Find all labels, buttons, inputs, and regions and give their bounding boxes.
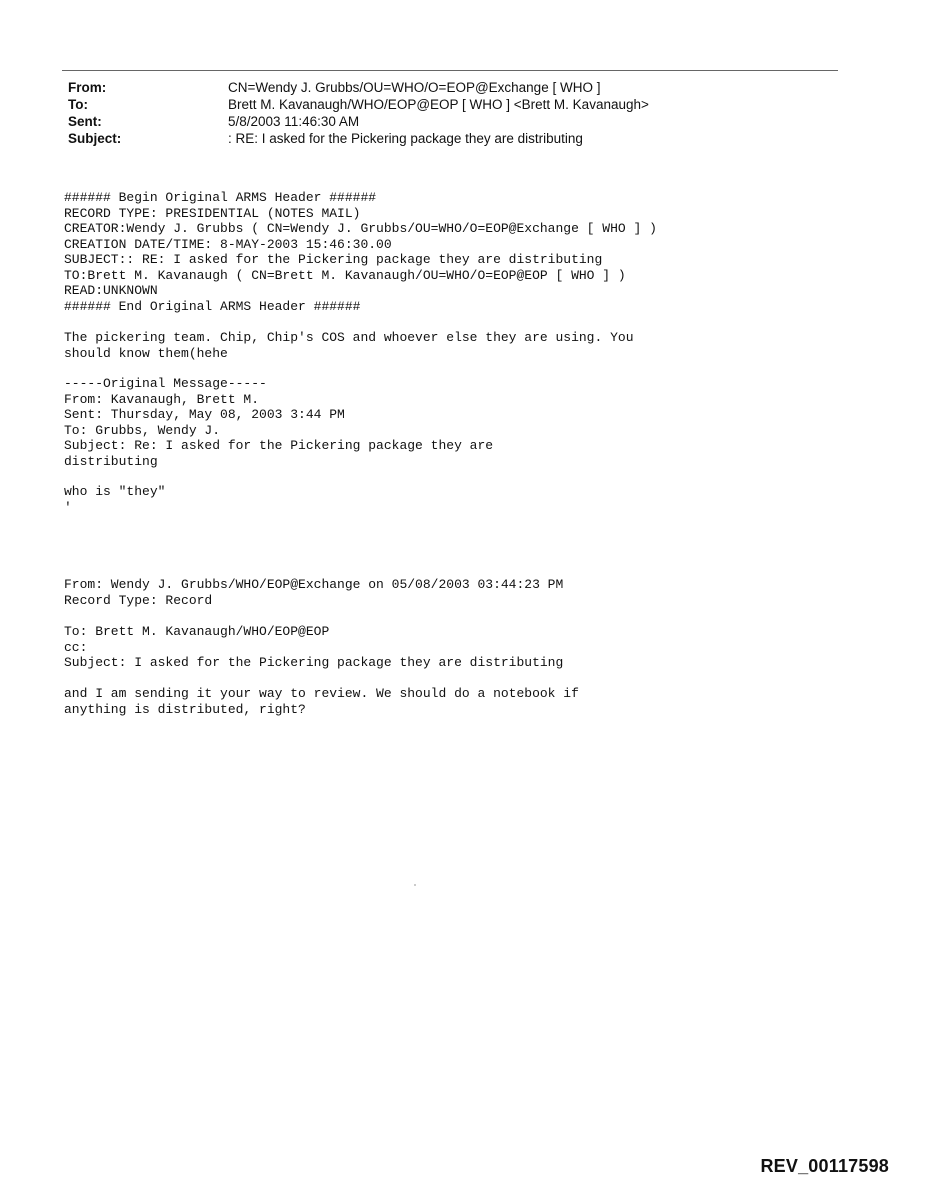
header-sent-value: 5/8/2003 11:46:30 AM xyxy=(228,114,360,129)
arms-begin-line: ###### Begin Original ARMS Header ###### xyxy=(64,190,377,205)
arms-creator: CREATOR:Wendy J. Grubbs ( CN=Wendy J. Grubbs/OU=WHO/O=EOP@Exchange [ WHO ] ) xyxy=(64,221,657,236)
original-separator: -----Original Message----- xyxy=(64,376,267,391)
forwarded-recipients xyxy=(64,624,563,671)
scan-speck xyxy=(414,884,416,886)
reply-body xyxy=(64,330,634,361)
original-body-text: who is "they" xyxy=(64,484,166,499)
arms-to: TO:Brett M. Kavanaugh ( CN=Brett M. Kavanaugh/OU=WHO/O=EOP@EOP [ WHO ] ) xyxy=(64,267,626,283)
original-sent: Sent: Thursday, May 08, 2003 3:44 PM xyxy=(64,407,345,422)
arms-creation-date: CREATION DATE/TIME: 8-MAY-2003 15:46:30.00 xyxy=(64,236,392,252)
arms-header xyxy=(64,190,657,314)
reply-line-1: The pickering team. Chip, Chip's COS and whoever else they are using. You xyxy=(64,330,634,345)
reply-line-2: should know them(hehe xyxy=(64,345,228,361)
original-subject-line-2: distributing xyxy=(64,453,158,469)
top-divider xyxy=(62,70,838,71)
header-from-value: CN=Wendy J. Grubbs/OU=WHO/O=EOP@Exchange [ WHO ] xyxy=(228,80,601,95)
arms-subject: SUBJECT:: RE: I asked for the Pickering package they are distributing xyxy=(64,252,603,267)
forwarded-body xyxy=(64,686,579,717)
original-to: To: Grubbs, Wendy J. xyxy=(64,422,221,438)
forwarded-from: From: Wendy J. Grubbs/WHO/EOP@Exchange on 05/08/2003 03:44:23 PM xyxy=(64,577,564,592)
original-subject-line-1: Subject: Re: I asked for the Pickering package they are xyxy=(64,438,494,453)
arms-read: READ:UNKNOWN xyxy=(64,283,158,298)
original-from: From: Kavanaugh, Brett M. xyxy=(64,391,260,407)
header-subject-value: : RE: I asked for the Pickering package they are distributing xyxy=(228,131,583,146)
forwarded-record-type: Record Type: Record xyxy=(64,592,213,608)
original-body xyxy=(64,484,165,515)
forwarded-to: To: Brett M. Kavanaugh/WHO/EOP@EOP xyxy=(64,624,330,639)
header-sent-label: Sent: xyxy=(68,114,102,129)
header-to-value: Brett M. Kavanaugh/WHO/EOP@EOP [ WHO ] <Brett M. Kavanaugh> xyxy=(228,97,649,112)
arms-end-line: ###### End Original ARMS Header ###### xyxy=(64,298,361,314)
forwarded-meta xyxy=(64,577,563,608)
forwarded-subject: Subject: I asked for the Pickering package they are distributing xyxy=(64,655,564,670)
header-subject-label: Subject: xyxy=(68,131,122,146)
forwarded-body-line-2: anything is distributed, right? xyxy=(64,701,306,717)
forwarded-cc: cc: xyxy=(64,639,88,655)
document-id: REV_00117598 xyxy=(760,1156,889,1176)
forwarded-body-line-1: and I am sending it your way to review. We should do a notebook if xyxy=(64,686,579,701)
arms-record-type: RECORD TYPE: PRESIDENTIAL (NOTES MAIL) xyxy=(64,205,361,221)
header-to-label: To: xyxy=(68,97,88,112)
original-message xyxy=(64,376,493,469)
header-from-label: From: xyxy=(68,80,107,95)
original-stray-mark: ' xyxy=(64,499,72,515)
